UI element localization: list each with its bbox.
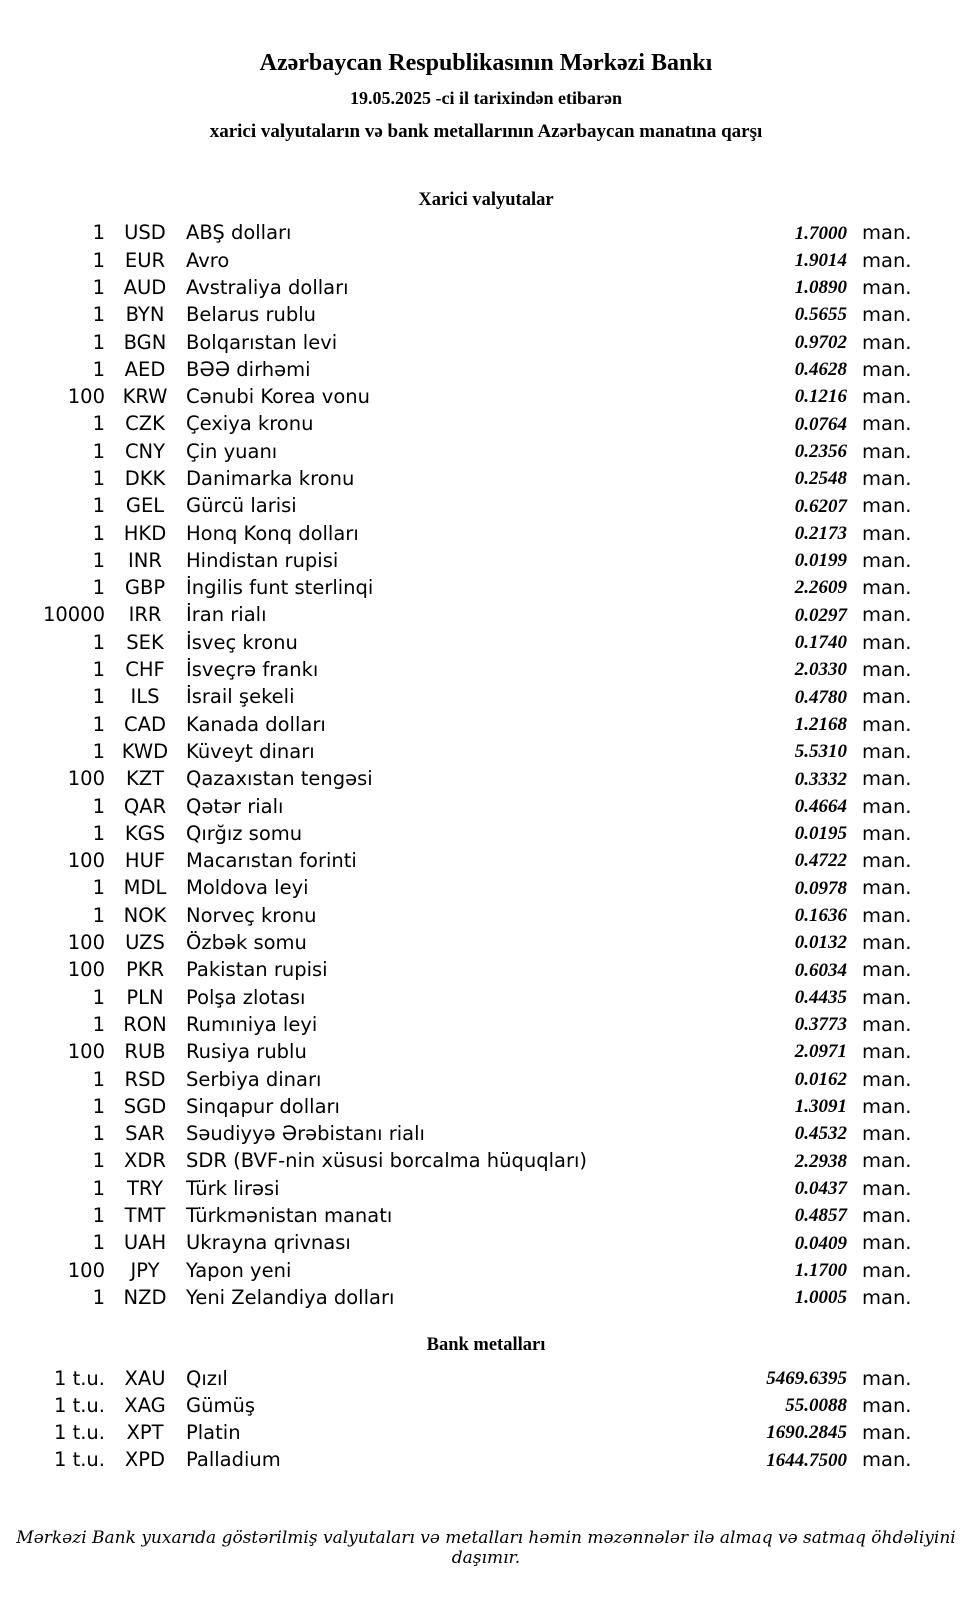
currency-name: Moldova leyi	[186, 876, 309, 900]
unit-label: man.	[862, 548, 912, 572]
rate-value: 0.4780	[794, 686, 847, 708]
rate-row	[0, 547, 917, 574]
rate-value: 1.0005	[794, 1287, 847, 1309]
unit-label: man.	[862, 1231, 912, 1255]
rate-row	[0, 301, 917, 328]
rate-row	[0, 984, 917, 1011]
quantity-cell: 1	[92, 521, 105, 545]
currency-code: TRY	[126, 1176, 164, 1200]
unit-label: man.	[862, 1040, 912, 1064]
quantity-cell: 1	[92, 412, 105, 436]
rate-value: 5469.6395	[766, 1367, 847, 1389]
rate-value: 0.0978	[794, 877, 847, 899]
currency-name: Pakistan rupisi	[186, 958, 328, 982]
unit-label: man.	[862, 1067, 912, 1091]
currency-name: Rusiya rublu	[186, 1040, 307, 1064]
currency-name: ABŞ dolları	[186, 221, 292, 245]
rate-row	[0, 683, 917, 710]
quantity-cell: 100	[67, 1040, 105, 1064]
currency-code: CHF	[125, 658, 165, 682]
unit-label: man.	[862, 903, 912, 927]
rate-row	[0, 1447, 917, 1474]
rate-value: 1644.7500	[766, 1449, 847, 1471]
unit-label: man.	[862, 603, 912, 627]
currency-code: XPD	[124, 1448, 166, 1472]
rate-value: 0.3773	[794, 1014, 847, 1036]
currency-code: AED	[124, 357, 166, 381]
currency-code: CZK	[125, 412, 165, 436]
disclaimer-note: Mərkəzi Bank yuxarıda göstərilmiş valyutaları və metalları həmin məzənnələr ilə almaq və satmaq öhdəliyini daşımır.	[16, 1527, 956, 1569]
unit-label: man.	[862, 521, 912, 545]
rate-value: 1.7000	[794, 222, 847, 244]
currency-name: BƏƏ dirhəmi	[186, 357, 311, 381]
rate-row	[0, 629, 917, 656]
rate-value: 0.0409	[794, 1232, 847, 1254]
rate-row	[0, 1257, 917, 1284]
currency-code: NOK	[123, 903, 167, 927]
rate-value: 0.4532	[794, 1123, 847, 1145]
quantity-cell: 1	[92, 466, 105, 490]
rate-row	[0, 329, 917, 356]
rate-row	[0, 247, 917, 274]
page-subtitle: xarici valyutaların və bank metallarının Azərbaycan manatına qarşı	[209, 121, 763, 143]
currency-name: Kanada dolları	[186, 712, 326, 736]
currency-name: Qırğız somu	[186, 821, 303, 845]
rate-value: 0.0437	[794, 1177, 847, 1199]
rate-value: 55.0088	[785, 1395, 847, 1417]
quantity-cell: 1	[92, 739, 105, 763]
quantity-cell: 1	[92, 821, 105, 845]
quantity-cell: 1 t.u.	[53, 1421, 105, 1445]
rate-row	[0, 1175, 917, 1202]
currency-code: XAU	[124, 1366, 166, 1390]
rate-value: 0.4628	[794, 359, 847, 381]
currency-name: Türk lirəsi	[186, 1176, 280, 1200]
currency-code: GBP	[124, 576, 166, 600]
quantity-cell: 1	[92, 794, 105, 818]
rate-value: 1.2168	[794, 713, 847, 735]
rate-value: 0.5655	[794, 304, 847, 326]
unit-label: man.	[862, 1285, 912, 1309]
unit-label: man.	[862, 1149, 912, 1173]
rate-row	[0, 1284, 917, 1311]
currency-code: JPY	[130, 1258, 160, 1282]
quantity-cell: 1	[92, 712, 105, 736]
currency-name: Ukrayna qrivnası	[186, 1231, 351, 1255]
quantity-cell: 1	[92, 357, 105, 381]
rate-row	[0, 711, 917, 738]
rate-row	[0, 656, 917, 683]
currency-code: IRR	[128, 603, 162, 627]
quantity-cell: 1	[92, 1067, 105, 1091]
rate-value: 0.4722	[794, 850, 847, 872]
quantity-cell: 10000	[42, 603, 105, 627]
currency-code: KGS	[124, 821, 166, 845]
currency-name: Serbiya dinarı	[186, 1067, 322, 1091]
unit-label: man.	[862, 248, 912, 272]
quantity-cell: 1	[92, 1231, 105, 1255]
unit-label: man.	[862, 412, 912, 436]
rate-value: 0.4857	[794, 1205, 847, 1227]
unit-label: man.	[862, 685, 912, 709]
unit-label: man.	[862, 931, 912, 955]
unit-label: man.	[862, 1176, 912, 1200]
unit-label: man.	[862, 630, 912, 654]
quantity-cell: 1	[92, 303, 105, 327]
unit-label: man.	[862, 767, 912, 791]
currency-name: Avro	[186, 248, 230, 272]
rate-value: 5.5310	[794, 741, 847, 763]
currency-code: RON	[123, 1012, 167, 1036]
currency-name: Avstraliya dolları	[186, 275, 349, 299]
rate-row	[0, 765, 917, 792]
currency-code: KRW	[122, 385, 168, 409]
currency-code: SGD	[123, 1094, 167, 1118]
currency-code: MDL	[123, 876, 167, 900]
unit-label: man.	[862, 357, 912, 381]
currency-code: BGN	[123, 330, 167, 354]
rate-value: 0.0199	[794, 550, 847, 572]
unit-label: man.	[862, 794, 912, 818]
currency-name: Gümüş	[186, 1393, 255, 1417]
rate-value: 0.1636	[794, 904, 847, 926]
unit-label: man.	[862, 330, 912, 354]
quantity-cell: 1	[92, 876, 105, 900]
rate-value: 0.0764	[794, 413, 847, 435]
unit-label: man.	[862, 821, 912, 845]
unit-label: man.	[862, 849, 912, 873]
currency-name: Qızıl	[186, 1366, 228, 1390]
rate-value: 0.2548	[794, 468, 847, 490]
currency-code: UZS	[125, 931, 165, 955]
unit-label: man.	[862, 1421, 912, 1445]
currency-name: Rumıniya leyi	[186, 1012, 318, 1036]
rate-value: 0.0132	[794, 932, 847, 954]
currency-code: RUB	[124, 1040, 166, 1064]
rate-row	[0, 1038, 917, 1065]
currency-name: Palladium	[186, 1448, 281, 1472]
unit-label: man.	[862, 1094, 912, 1118]
unit-label: man.	[862, 739, 912, 763]
rate-value: 0.1216	[794, 386, 847, 408]
rate-value: 0.0297	[794, 604, 847, 626]
rate-row	[0, 1066, 917, 1093]
effective-date: 19.05.2025 -ci il tarixindən etibarən	[350, 88, 622, 109]
rate-row	[0, 1011, 917, 1038]
currency-code: TMT	[124, 1204, 166, 1227]
rate-value: 0.2173	[794, 522, 847, 544]
currency-code: XAG	[124, 1393, 166, 1417]
currency-code: QAR	[123, 794, 167, 818]
rate-row	[0, 602, 917, 629]
rate-value: 0.4664	[794, 795, 847, 817]
currency-name: İsveçrə frankı	[186, 658, 319, 682]
currency-name: Norveç kronu	[186, 903, 317, 927]
currency-name: Yapon yeni	[186, 1258, 292, 1282]
rate-value: 2.2609	[794, 577, 847, 599]
rate-row	[0, 1148, 917, 1175]
rate-row	[0, 820, 917, 847]
currency-name: İsrail şekeli	[186, 685, 295, 709]
quantity-cell: 100	[67, 931, 105, 955]
unit-label: man.	[862, 466, 912, 490]
rate-row	[0, 356, 917, 383]
unit-label: man.	[862, 576, 912, 600]
currency-name: Danimarka kronu	[186, 466, 355, 490]
currency-code: KZT	[125, 767, 165, 791]
currency-name: Çexiya kronu	[186, 412, 314, 436]
rate-row	[0, 274, 917, 301]
currency-name: Özbək somu	[186, 931, 307, 955]
quantity-cell: 100	[67, 385, 105, 409]
quantity-cell: 1	[92, 1204, 105, 1227]
quantity-cell: 1 t.u.	[53, 1393, 105, 1417]
quantity-cell: 1	[92, 275, 105, 299]
quantity-cell: 1	[92, 576, 105, 600]
rate-value: 0.6207	[794, 495, 847, 517]
currency-name: Gürcü larisi	[186, 494, 297, 518]
currency-code: AUD	[123, 275, 167, 299]
currency-code: EUR	[124, 248, 166, 272]
rate-value: 1.0890	[794, 277, 847, 299]
quantity-cell: 1	[92, 1176, 105, 1200]
currency-name: İngilis funt sterlinqi	[186, 576, 374, 600]
currency-code: NZD	[123, 1285, 167, 1309]
currency-name: Cənubi Korea vonu	[186, 385, 370, 409]
rate-row	[0, 1202, 917, 1229]
currency-name: Yeni Zelandiya dolları	[186, 1285, 395, 1309]
quantity-cell: 1	[92, 1122, 105, 1146]
currencies-table	[0, 219, 972, 1311]
currency-name: Qətər rialı	[186, 794, 284, 818]
rate-value: 0.6034	[794, 959, 847, 981]
currency-name: Honq Konq dolları	[186, 521, 359, 545]
currency-code: GEL	[125, 494, 165, 518]
currency-code: USD	[124, 221, 166, 245]
quantity-cell: 1	[92, 494, 105, 518]
currency-name: Sinqapur dolları	[186, 1094, 340, 1118]
rate-row	[0, 492, 917, 519]
unit-label: man.	[862, 712, 912, 736]
page-title: Azərbaycan Respublikasının Mərkəzi Bankı	[259, 50, 713, 76]
currency-code: ILS	[130, 685, 160, 709]
currency-code: DKK	[124, 466, 166, 490]
quantity-cell: 100	[67, 849, 105, 873]
currency-code: HKD	[123, 521, 167, 545]
rate-value: 1.1700	[794, 1259, 847, 1281]
unit-label: man.	[862, 1204, 912, 1227]
rate-value: 0.9702	[794, 331, 847, 353]
currency-code: XPT	[126, 1421, 164, 1445]
currency-name: Çin yuanı	[186, 439, 278, 463]
currency-name: Qazaxıstan tengəsi	[186, 767, 373, 791]
rate-row	[0, 383, 917, 410]
rate-value: 0.0162	[794, 1068, 847, 1090]
currency-code: XDR	[124, 1149, 166, 1173]
currency-code: SEK	[126, 630, 164, 654]
currency-code: PKR	[125, 958, 165, 982]
quantity-cell: 1	[92, 685, 105, 709]
quantity-cell: 1	[92, 1285, 105, 1309]
currency-code: CNY	[124, 439, 166, 463]
unit-label: man.	[862, 1448, 912, 1472]
unit-label: man.	[862, 494, 912, 518]
unit-label: man.	[862, 1366, 912, 1390]
currency-name: Polşa zlotası	[186, 985, 306, 1009]
quantity-cell: 1	[92, 658, 105, 682]
quantity-cell: 1	[92, 1149, 105, 1173]
quantity-cell: 1	[92, 330, 105, 354]
quantity-cell: 100	[67, 958, 105, 982]
rate-value: 0.1740	[794, 632, 847, 654]
rate-row	[0, 929, 917, 956]
currency-code: BYN	[125, 303, 165, 327]
currency-name: İsveç kronu	[186, 630, 298, 654]
quantity-cell: 1	[92, 548, 105, 572]
rate-row	[0, 1365, 917, 1392]
currency-name: Bolqarıstan levi	[186, 330, 338, 354]
unit-label: man.	[862, 658, 912, 682]
rate-row	[0, 956, 917, 983]
rate-value: 2.0330	[794, 659, 847, 681]
rate-row	[0, 574, 917, 601]
unit-label: man.	[862, 275, 912, 299]
unit-label: man.	[862, 1258, 912, 1282]
rate-row	[0, 1120, 917, 1147]
unit-label: man.	[862, 985, 912, 1009]
currency-name: Macarıstan forinti	[186, 849, 357, 873]
rate-row	[0, 520, 917, 547]
currency-code: CAD	[124, 712, 166, 736]
currency-code: UAH	[123, 1231, 167, 1255]
unit-label: man.	[862, 303, 912, 327]
quantity-cell: 1	[92, 903, 105, 927]
metals-table	[0, 1365, 972, 1474]
quantity-cell: 1	[92, 439, 105, 463]
currency-code: SAR	[125, 1122, 165, 1146]
quantity-cell: 1	[92, 221, 105, 245]
unit-label: man.	[862, 221, 912, 245]
rate-row	[0, 219, 917, 246]
rate-row	[0, 902, 917, 929]
currency-name: Türkmənistan manatı	[186, 1204, 393, 1227]
currency-name: SDR (BVF-nin xüsusi borcalma hüquqları)	[186, 1149, 588, 1173]
currency-code: INR	[128, 548, 162, 572]
currency-name: Belarus rublu	[186, 303, 317, 327]
rate-value: 1.9014	[794, 249, 847, 271]
currency-code: KWD	[121, 739, 169, 763]
rate-row	[0, 1093, 917, 1120]
quantity-cell: 1 t.u.	[53, 1366, 105, 1390]
rate-row	[0, 411, 917, 438]
quantity-cell: 1 t.u.	[53, 1448, 105, 1472]
currency-name: Hindistan rupisi	[186, 548, 339, 572]
quantity-cell: 1	[92, 630, 105, 654]
unit-label: man.	[862, 876, 912, 900]
currency-code: HUF	[124, 849, 166, 873]
rate-row	[0, 1419, 917, 1446]
rate-row	[0, 847, 917, 874]
bulletin-header	[0, 0, 972, 143]
unit-label: man.	[862, 1122, 912, 1146]
quantity-cell: 100	[67, 767, 105, 791]
rate-row	[0, 738, 917, 765]
unit-label: man.	[862, 1012, 912, 1036]
rate-row	[0, 875, 917, 902]
rate-value: 0.4435	[794, 986, 847, 1008]
rate-value: 0.0195	[794, 823, 847, 845]
currency-name: Küveyt dinarı	[186, 739, 315, 763]
rate-row	[0, 438, 917, 465]
rate-row	[0, 793, 917, 820]
quantity-cell: 1	[92, 1012, 105, 1036]
currency-name: Platin	[186, 1421, 241, 1445]
rate-row	[0, 465, 917, 492]
currency-name: İran rialı	[186, 603, 267, 627]
currency-code: RSD	[124, 1067, 166, 1091]
unit-label: man.	[862, 958, 912, 982]
rate-value: 2.2938	[794, 1150, 847, 1172]
unit-label: man.	[862, 385, 912, 409]
rate-value: 2.0971	[794, 1041, 847, 1063]
unit-label: man.	[862, 1393, 912, 1417]
rate-value: 0.3332	[794, 768, 847, 790]
quantity-cell: 100	[67, 1258, 105, 1282]
currencies-section-title: Xarici valyutalar	[418, 190, 554, 211]
quantity-cell: 1	[92, 1094, 105, 1118]
rate-value: 0.2356	[794, 440, 847, 462]
quantity-cell: 1	[92, 248, 105, 272]
currency-code: PLN	[126, 985, 164, 1009]
rate-row	[0, 1229, 917, 1256]
metals-section-title: Bank metalları	[426, 1335, 546, 1356]
rate-row	[0, 1392, 917, 1419]
rate-value: 1.3091	[794, 1096, 847, 1118]
currency-name: Səudiyyə Ərəbistanı rialı	[186, 1122, 425, 1146]
rate-value: 1690.2845	[766, 1422, 847, 1444]
quantity-cell: 1	[92, 985, 105, 1009]
unit-label: man.	[862, 439, 912, 463]
